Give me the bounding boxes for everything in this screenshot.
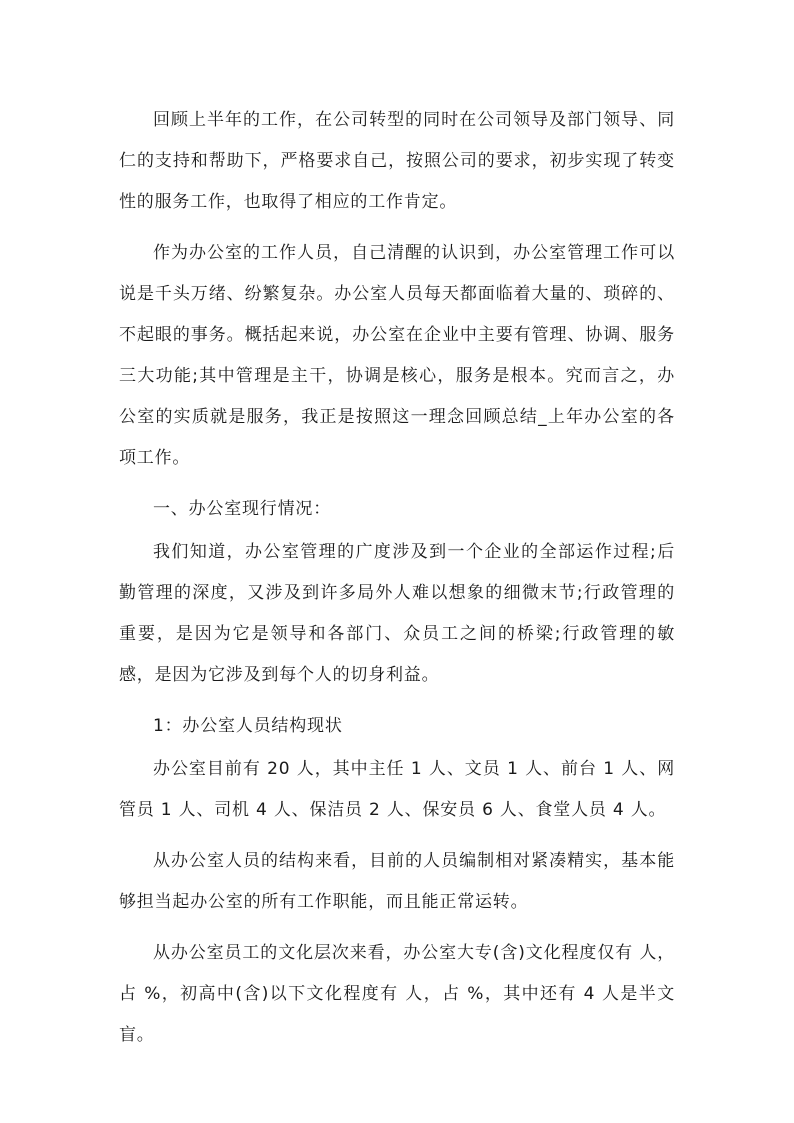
paragraph-office-role: 作为办公室的工作人员，自己清醒的认识到，办公室管理工作可以说是千头万绪、纷繁复杂。办公室人员每天都面临着大量的、琐碎的、不起眼的事务。概括起来说，办公室在企业中主要有管理、协调、服务三大功能;其中管理是主干，协调是核心，服务是根本。究而言之，办公室的实质就是服务，我正是按照这一理念回顾总结_上年办公室的各项工作。 <box>119 243 675 468</box>
paragraph-education-level: 从办公室员工的文化层次来看，办公室大专(含)文化程度仅有 人，占 %，初高中(含)以下文化程度有 人，占 %，其中还有 4 人是半文盲。 <box>119 943 675 1045</box>
paragraph-staff-count: 办公室目前有 20 人，其中主任 1 人、文员 1 人、前台 1 人、网管员 1 人、司机 4 人、保洁员 2 人、保安员 6 人、食堂人员 4 人。 <box>119 759 675 820</box>
paragraph-structure-assessment: 从办公室人员的结构来看，目前的人员编制相对紧凑精实，基本能够担当起办公室的所有工作职能，而且能正常运转。 <box>119 851 675 912</box>
document-body <box>119 100 675 1066</box>
subsection-heading-staff-structure: 1：办公室人员结构现状 <box>153 716 343 736</box>
paragraph-management-scope: 我们知道，办公室管理的广度涉及到一个企业的全部运作过程;后勤管理的深度，又涉及到许多局外人难以想象的细微末节;行政管理的重要，是因为它是领导和各部门、众员工之间的桥梁;行政管理的敏感，是因为它涉及到每个人的切身利益。 <box>119 542 675 685</box>
section-heading-current-situation: 一、办公室现行情况： <box>153 499 331 519</box>
paragraph-review-intro: 回顾上半年的工作，在公司转型的同时在公司领导及部门领导、同仁的支持和帮助下，严格要求自己，按照公司的要求，初步实现了转变性的服务工作，也取得了相应的工作肯定。 <box>119 110 675 212</box>
